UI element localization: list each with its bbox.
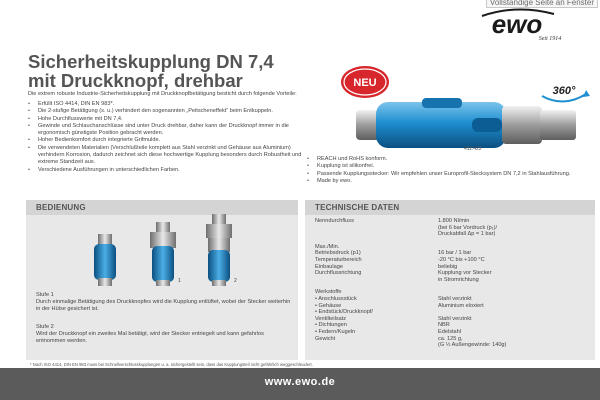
technische-daten-panel <box>305 200 595 360</box>
tech-value: Kupplung vor Stecker <box>438 270 492 277</box>
tech-row <box>315 296 590 303</box>
figure-label-2: 2 <box>234 278 237 284</box>
tech-key <box>315 231 438 238</box>
feature-item: • Die 2-stufige Betätigung (s. u.) verhindert den sogenannten „Peitscheneffekt“ beim Entkuppeln. <box>28 108 303 115</box>
feature-item: • Erfüllt ISO 4414, DIN EN 983*. <box>28 101 303 108</box>
tech-row <box>315 264 590 271</box>
rotation-label: 360° <box>552 85 576 97</box>
tech-key: • Federn/Kugeln <box>315 328 356 335</box>
title-line-2: mit Druckknopf, drehbar <box>28 70 243 91</box>
feature-list-left <box>28 101 303 174</box>
tech-key <box>315 225 438 232</box>
part-number: 411.422 <box>464 146 482 152</box>
tech-value: (bei 6 bar Vordruck (p₁)/ <box>438 224 498 231</box>
tech-key: Gewicht <box>315 335 336 342</box>
tech-key: Temperaturbereich <box>315 256 362 263</box>
figure-label-1: 1 <box>178 278 181 284</box>
feature-item: • Die verwendeten Materialien (Verschlußteile komplett aus Stahl verzinkt und Gehäuse aus Aluminium) verhindern Korrosion, dadurch zeichnet sich diese hochwertige Kupplung besonders durch Robustheit und extreme Standzeit aus. <box>28 145 303 167</box>
tech-key: Einbaulage <box>315 263 343 270</box>
tech-value: 1.800 Nl/min <box>438 218 470 224</box>
tech-value: beliebig <box>438 263 458 270</box>
tech-row <box>315 316 590 323</box>
tech-key: • Gehäuse <box>315 302 342 309</box>
tech-key: Durchflussrichtung <box>315 270 362 277</box>
tech-data-table <box>315 218 590 349</box>
page-title <box>28 52 358 90</box>
tech-row <box>315 289 590 296</box>
ewo-logo <box>462 6 572 46</box>
tech-value: Aluminium eloxiert <box>438 302 484 309</box>
tech-row <box>315 270 590 277</box>
feature-list-right <box>307 156 587 185</box>
product-image <box>340 64 590 154</box>
tech-value: (G ½ Außengewinde: 140g) <box>438 342 507 349</box>
feature-item: • REACH und RoHS konform. <box>307 156 587 163</box>
tech-row <box>315 277 590 284</box>
bedienung-heading: BEDIENUNG <box>26 200 298 215</box>
step-2 <box>36 324 294 346</box>
tech-value: Druckabfall Δp = 1 bar) <box>438 231 496 238</box>
tech-value: Stahl verzinkt <box>438 315 472 322</box>
new-badge-text: NEU <box>353 77 377 89</box>
tech-key: Werkstoffe <box>315 289 342 296</box>
tech-value <box>438 289 590 296</box>
feature-item: • Passende Kupplungsstecker: Wir empfehlen unser Europrofil-Stecksystem DN 7,2 in Stahlausführung. <box>307 171 587 178</box>
tech-value: -20 °C bis +100 °C <box>438 256 485 263</box>
footer <box>0 368 600 400</box>
tech-row <box>315 231 590 238</box>
fullpage-link[interactable]: Vollständige Seite an Fenster <box>486 0 598 8</box>
tech-row <box>315 329 590 336</box>
tech-row <box>315 322 590 329</box>
operation-figures <box>52 214 282 289</box>
tech-row <box>315 309 590 316</box>
step-2-title: Stufe 2 <box>36 324 54 330</box>
tech-key: Nenndurchfluss <box>315 218 354 224</box>
tech-key: • Dichtungen <box>315 322 347 329</box>
logo-wordmark: ewo <box>491 9 543 39</box>
tech-row <box>315 342 590 349</box>
step-1 <box>36 292 294 314</box>
tech-key: • Endstück/Druckknopf/ <box>315 309 373 316</box>
tech-row <box>315 225 590 232</box>
tech-key <box>315 342 438 349</box>
feature-item: • Hoher Bedienkomfort durch integrierte Grifmulde. <box>28 137 303 144</box>
footnote: * Nach ISO 4414, DIN EN 983 muss bei Schnellverschlusskupplungen u. a. sichergestellt sein, dass das Kupplungsteil nicht gefährlich weggeschleudert. <box>30 362 313 367</box>
tech-value: in Stromrichtung <box>438 276 479 283</box>
tech-value: ca. 125 g, <box>438 335 463 342</box>
logo-slogan: Seit 1914 <box>538 36 562 42</box>
tech-key: Max./Min. <box>315 243 340 250</box>
tech-key: Betriebsdruck (p1) <box>315 250 361 257</box>
tech-row <box>315 303 590 310</box>
feature-item: • Made by ewo. <box>307 178 587 185</box>
tech-key: • Anschlussstück <box>315 295 357 302</box>
tech-row <box>315 244 590 251</box>
feature-item: • Kupplung ist silikonfrei. <box>307 163 587 170</box>
intro-text: Die extrem robuste Industrie-Sicherheitskupplung mit Druckknopfbetätigung besticht durch folgende Vorteile: <box>28 91 297 97</box>
tech-row <box>315 218 590 225</box>
technische-daten-heading: TECHNISCHE DATEN <box>305 200 595 215</box>
tech-row <box>315 257 590 264</box>
tech-value: NBR <box>438 322 450 329</box>
tech-value: Stahl verzinkt <box>438 295 472 302</box>
tech-value <box>438 309 590 316</box>
tech-row <box>315 250 590 257</box>
step-1-text: Durch einmalige Betätigung des Druckknopfes wird die Kupplung entlüftet, wobei der Stecker weiterhin in der Hülse gesichert ist. <box>36 299 291 313</box>
tech-key <box>315 277 438 284</box>
feature-item: • Gewinde und Schlauchanschlüsse sind unter Druck drehbar, daher kann der Druckknopf immer in die ergonomisch günstigste Position gebracht werden. <box>28 123 303 138</box>
tech-value: 16 bar / 1 bar <box>438 250 472 257</box>
tech-value: Edelstahl <box>438 328 462 335</box>
footer-website-link[interactable]: www.ewo.de <box>264 376 336 388</box>
title-line-1: Sicherheitskupplung DN 7,4 <box>28 51 274 72</box>
tech-value <box>438 244 590 251</box>
step-1-title: Stufe 1 <box>36 292 54 298</box>
step-2-text: Wird der Druckknopf ein zweites Mal betätigt, wird der Stecker entriegelt und kann gefahrlos entnommen werden. <box>36 331 264 345</box>
feature-item: • Verschiedene Ausführungen in unterschiedlichen Farben. <box>28 167 303 174</box>
bedienung-panel <box>26 200 298 360</box>
tech-key: Ventilteilsatz <box>315 315 347 322</box>
feature-item: • Hohe Durchflusswerte mit DN 7,4. <box>28 116 303 123</box>
